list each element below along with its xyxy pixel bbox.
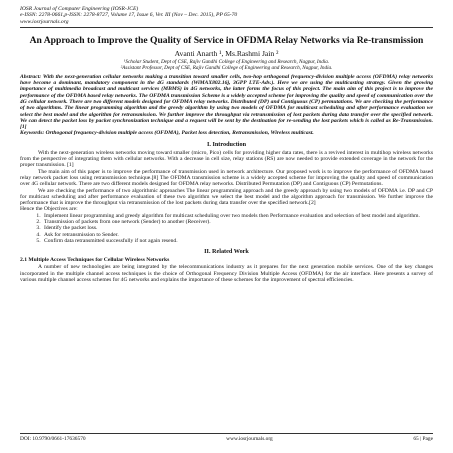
page-footer <box>20 433 433 442</box>
keywords: Keywords: Orthogonal frequency-division multiple access (OFDMA), Packet loss detection, Retransmission, Wireless multicast. <box>20 130 314 137</box>
list-item: 5. Confirm data retransmitted successfully if not again resend. <box>42 238 433 244</box>
intro-paragraph-3: We are checking the performance of two algorithmic approaches The linear programming approach and the greedy approach by using two models of OFDMA i.e. DP and CP for multicast scheduling and after performance evaluation of these two algorithm we select the best model and the algorithm approach for transmission. We further improve the performance that is improve the throughput via retransmission of the lost packets during data transfer over the specified network.[2] <box>20 187 433 207</box>
abstract: Abstract: With the next-generation cellular networks making a transition toward smaller cells, two-hop orthogonal frequency-division multiple access (OFDMA) relay networks have become a dominant, mandatory component in the 4G standards (WiMAX802.16j, 3GPP LTE-Adv.). Here we are using the multicasting strategy. Given the growing importance of multimedia broadcast and multicast services (MBMS) in 4G networks, the latter forms the focus of this project. The main aim of this project is to improve the performance of the OFDMA based relay networks. The OFDMA transmission Scheme is a widely accepted scheme for improving the quality and speed of communication over the 4G cellular network. There are two different models designed for OFDMA relay networks. Distributed (DP) and Contiguous (CP) permutations. We are checking the performance of two algorithms. The linear programming algorithm and the greedy algorithm by using two models of OFDMA for multicast scheduling and after performance evaluation we select the best model and the algorithm for retransmission. We further improve the throughput via retransmission of lost packets during data transfer over the specified network. We can detect the packet loss by packet synchronization technique and a request will be sent by the destination for re-sending the lost packets which is called as Re-Transmission.[1] <box>20 73 433 131</box>
related-paragraph-1: A number of new technologies are being integrated by the telecommunications industry as it prepares for the next generation mobile services. One of the key changes incorporated in the multiple channel access techniques is the choice of Orthogonal Frequency Division Multiple Access (OFDMA) for the air interface. Here presents a survey of various multiple channel access schemes for 4G networks and explains the importance of these schemes for the improvement of spectral efficiencies. <box>20 264 433 283</box>
related-heading: II. Related Work <box>204 248 249 256</box>
list-item: 4. Ask for retransmission to Sender. <box>42 232 433 238</box>
footer-site[interactable]: www.iosrjournals.org <box>226 436 273 442</box>
objectives-intro: Hence the Objectives are: <box>20 206 78 213</box>
intro-paragraph-1: With the next-generation wireless networks moving toward smaller (micro, Pico) cells for providing higher data rates, there is a revived interest in multihop wireless networks from the perspective of integrating them with cellular networks. With a decrease in cell size, relay stations (RS) are now needed to provide extended coverage in the network for the proper transmission. [1] <box>20 149 433 169</box>
header-rule <box>20 27 433 28</box>
objectives-list <box>20 213 433 244</box>
list-item: 1. Implement linear programming and greedy algorithm for multicast scheduling over two models then Performance evaluation and selection of best model and algorithm. <box>42 213 433 219</box>
intro-heading: I. Introduction <box>206 140 247 148</box>
footer-page-number: 65 | Page <box>413 436 433 442</box>
affiliation-2: ²Assistant Professor, Dept of CSE, Rajiv Gandhi College of Engineering and Research, Nagpur, India. <box>120 64 333 71</box>
list-item: 3. Identify the packet loss. <box>42 225 433 231</box>
journal-issn: e-ISSN: 2278-0661,p-ISSN: 2278-8727, Volume 17, Issue 6, Ver. III (Nov – Dec. 2015), PP 65-70 <box>20 12 238 19</box>
list-item: 2. Transmission of packets from one network (Sender) to another (Receiver). <box>42 219 433 225</box>
affiliation-1: ¹Scholar Student, Dept of CSE, Rajiv Gandhi College of Engineering and Research, Nagpur, India. <box>123 58 330 65</box>
journal-header <box>20 6 433 25</box>
related-subheading: 2.1 Multiple Access Techniques for Cellular Wireless Networks <box>20 257 170 264</box>
intro-paragraph-2: The main aim of this paper is to improve the performance of transmission used in network architecture. Our proposed work is to improve the performance of OFDMA based relay network packet loss using retransmission technique.[8] The OFDMA transmission scheme is a widely accepted scheme for improving the quality and speed of communication over 4G cellular network. There are two different models designed for OFDMA relay networks. Distributed Permutation (DP) and Contiguous (CP) Permutations. <box>20 168 433 188</box>
journal-name: IOSR Journal of Computer Engineering (IOSR-JCE) <box>20 6 139 12</box>
footer-doi: DOI: 10.9790/0661-17636570 <box>20 436 86 442</box>
paper-title: An Approach to Improve the Quality of Service in OFDMA Relay Networks via Re-transmission <box>29 35 424 47</box>
journal-website[interactable]: www.iosrjournals.org <box>20 18 69 25</box>
paper-authors: Avanti Anarth ¹, Ms.Rashmi Jain ² <box>174 48 279 58</box>
